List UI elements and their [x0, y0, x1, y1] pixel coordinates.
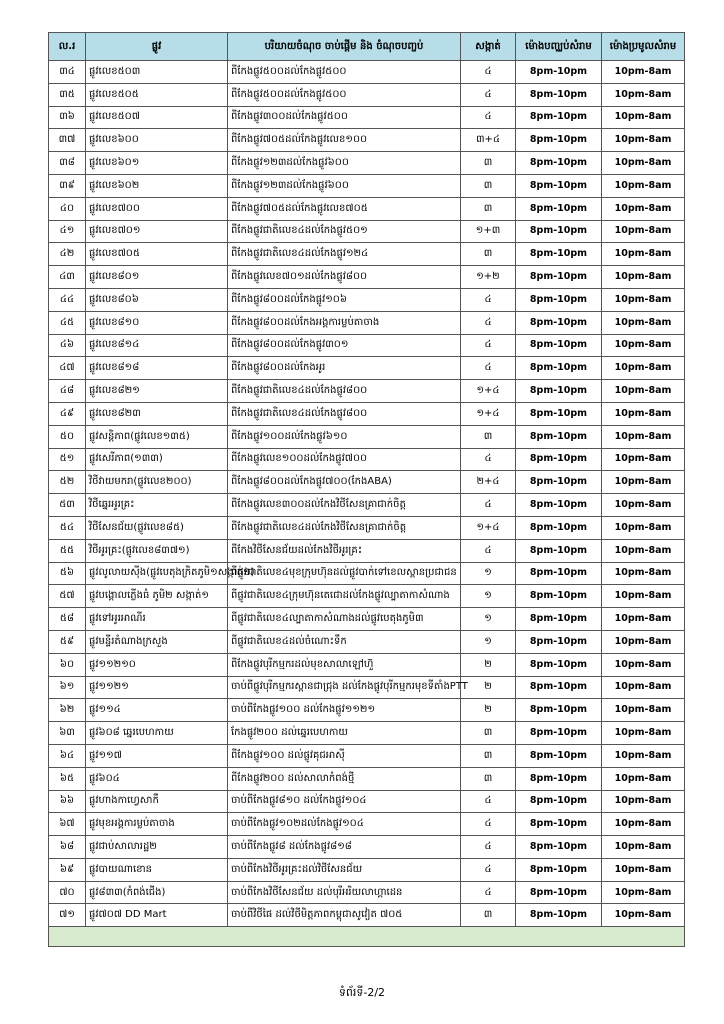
cell-collection-time: 10pm-8am: [602, 243, 685, 266]
cell-route: ផ្លូវលេខ៦០១: [86, 152, 228, 175]
cell-priority: ៣: [461, 744, 516, 767]
cell-route: ផ្លូវលេខ៧០០: [86, 197, 228, 220]
cell-dropoff-time: 8pm-10pm: [516, 813, 602, 836]
cell-route: ផ្លូវជាប់សាលារដ្ឋ២: [86, 836, 228, 859]
cell-priority: ២+៤: [461, 471, 516, 494]
cell-collection-time: 10pm-8am: [602, 425, 685, 448]
table-row: [49, 790, 685, 813]
cell-dropoff-time: 8pm-10pm: [516, 152, 602, 175]
cell-priority: ៤: [461, 539, 516, 562]
cell-route: ផ្លូវសេរីភាព(១៣៣): [86, 448, 228, 471]
cell-no: ៥៥: [49, 539, 86, 562]
cell-route: ផ្លូវលេខ៨២១: [86, 380, 228, 403]
table-row: [49, 744, 685, 767]
cell-description: ចាប់ពីកែងវិថីសែនជ័យ ដល់បុរីអរិយលាហ្គាដេន: [228, 881, 461, 904]
cell-priority: ៣: [461, 152, 516, 175]
cell-dropoff-time: 8pm-10pm: [516, 402, 602, 425]
cell-priority: ៤: [461, 858, 516, 881]
cell-route: ផ្លូវបាយណាខោន: [86, 858, 228, 881]
cell-priority: ៣: [461, 767, 516, 790]
cell-no: ៣៨: [49, 152, 86, 175]
cell-dropoff-time: 8pm-10pm: [516, 836, 602, 859]
cell-route: វិថីឆ្នេរអូរគ្រះ: [86, 494, 228, 517]
cell-no: ៦១: [49, 676, 86, 699]
table-row: [49, 174, 685, 197]
cell-dropoff-time: 8pm-10pm: [516, 106, 602, 129]
cell-description: ពីកែងផ្លូវ២០០ ដល់សាលាកំពង់ថ្មី: [228, 767, 461, 790]
cell-dropoff-time: 8pm-10pm: [516, 790, 602, 813]
cell-collection-time: 10pm-8am: [602, 380, 685, 403]
cell-dropoff-time: 8pm-10pm: [516, 311, 602, 334]
header-route: ផ្លូវ: [86, 33, 228, 61]
cell-dropoff-time: 8pm-10pm: [516, 494, 602, 517]
cell-route: ផ្លូវលេខ៨១៨: [86, 357, 228, 380]
cell-no: ៤០: [49, 197, 86, 220]
table-row: [49, 266, 685, 289]
cell-dropoff-time: 8pm-10pm: [516, 380, 602, 403]
cell-collection-time: 10pm-8am: [602, 471, 685, 494]
page-number: ទំព័រទី-2/2: [338, 986, 386, 999]
cell-collection-time: 10pm-8am: [602, 266, 685, 289]
cell-priority: ២: [461, 653, 516, 676]
cell-description: ពីកែងវិថីសែនជ័យដល់កែងវិថីអូរគ្រះ: [228, 539, 461, 562]
cell-route: ផ្លូវមុខអង្គការម្លប់តាចាង: [86, 813, 228, 836]
cell-description: ចាប់ពីកែងផ្លូវ១០០ ដល់កែងផ្លូវ១១២១: [228, 699, 461, 722]
cell-no: ៤១: [49, 220, 86, 243]
cell-no: ៥៣: [49, 494, 86, 517]
cell-priority: ៤: [461, 357, 516, 380]
table-row: [49, 220, 685, 243]
cell-route: ផ្លូវ៨៣៣(កំពង់ជើង): [86, 881, 228, 904]
cell-dropoff-time: 8pm-10pm: [516, 585, 602, 608]
schedule-table: [48, 32, 685, 947]
cell-collection-time: 10pm-8am: [602, 722, 685, 745]
cell-priority: ១+៤: [461, 516, 516, 539]
cell-collection-time: 10pm-8am: [602, 676, 685, 699]
cell-description: ពីកែងផ្លូវលេខ៧០១ដល់កែងផ្លូវ៨០០: [228, 266, 461, 289]
cell-collection-time: 10pm-8am: [602, 699, 685, 722]
cell-dropoff-time: 8pm-10pm: [516, 699, 602, 722]
cell-no: ៤៩: [49, 402, 86, 425]
cell-route: ផ្លូវលេខ៧០១: [86, 220, 228, 243]
cell-dropoff-time: 8pm-10pm: [516, 858, 602, 881]
cell-description: ចាប់ពីកែងវិថីអូរគ្រះដល់វិថីសែនជ័យ: [228, 858, 461, 881]
cell-route: ផ្លូវលេខ៥០៥: [86, 83, 228, 106]
cell-description: ចាប់ពីកែងផ្លូវ១០២ដល់កែងផ្លូវ១០៤: [228, 813, 461, 836]
cell-no: ៥១: [49, 448, 86, 471]
cell-description: ចាប់ពីកែងផ្លូវ៨ ដល់កែងផ្លូវ៨១៨: [228, 836, 461, 859]
footer-cell: [49, 927, 685, 947]
cell-collection-time: 10pm-8am: [602, 197, 685, 220]
table-footer-row: [49, 927, 685, 947]
cell-priority: ១: [461, 585, 516, 608]
cell-description: ពីកែងផ្លូវជាតិលេខ៤ដល់កែងផ្លូវ៨០០: [228, 402, 461, 425]
cell-dropoff-time: 8pm-10pm: [516, 357, 602, 380]
cell-no: ៣៦: [49, 106, 86, 129]
cell-route: ផ្លូវ១១៧: [86, 744, 228, 767]
cell-description: ពីកែងផ្លូវ៧០៥ដល់កែងផ្លូវលេខ១០០: [228, 129, 461, 152]
cell-route: ផ្លូវលេខ៨០១: [86, 266, 228, 289]
cell-no: ៧០: [49, 881, 86, 904]
cell-collection-time: 10pm-8am: [602, 630, 685, 653]
cell-description: ពីកែងផ្លូវបុរីកម្មករដល់មុខសាលាឡៅហ៊ួ: [228, 653, 461, 676]
cell-route: ផ្លូវហាងកាហ្វេសាកឺ: [86, 790, 228, 813]
table-row: [49, 380, 685, 403]
cell-no: ៤៧: [49, 357, 86, 380]
table-row: [49, 311, 685, 334]
header-dropoff-time: ម៉ោងបញ្ឈប់សំរាម: [516, 33, 602, 61]
cell-dropoff-time: 8pm-10pm: [516, 266, 602, 289]
cell-no: ៤២: [49, 243, 86, 266]
cell-route: ផ្លូវលូលាយស៊ីង(ផ្លូវបេតុងក្រិតភូមិ១សង្កាត់១): [86, 562, 228, 585]
cell-no: ៤៥: [49, 311, 86, 334]
cell-description: ពីកែងផ្លូវ៥០០ដល់កែងផ្លូវ៥០០: [228, 61, 461, 84]
cell-no: ៤៦: [49, 334, 86, 357]
cell-description: ពីកែងផ្លូវ៥០០ដល់កែងផ្លូវ៥០០: [228, 83, 461, 106]
cell-route: ផ្លូវលេខ៥០៧: [86, 106, 228, 129]
cell-priority: ២: [461, 699, 516, 722]
cell-no: ៥៧: [49, 585, 86, 608]
cell-route: ផ្លូវ៦០៨ ឆ្នេរបេហកាយ: [86, 722, 228, 745]
cell-collection-time: 10pm-8am: [602, 494, 685, 517]
cell-description: ពីកែងផ្លូវជាតិលេខ៤ដល់កែងផ្លូវ៥០១: [228, 220, 461, 243]
cell-dropoff-time: 8pm-10pm: [516, 243, 602, 266]
table-row: [49, 425, 685, 448]
cell-route: ផ្លូវលេខ៦០២: [86, 174, 228, 197]
cell-description: ចាប់ពីផ្លូវបុរីកម្មករស្ពានជាជ្រុង ដល់កែងផ្លូវបុរីកម្មករមុខទីតាំងPTT: [228, 676, 461, 699]
cell-route: ផ្លូវលេខ៧០៥: [86, 243, 228, 266]
cell-description: ពីកែងផ្លូវ៨០០ដល់កែងផ្លូវ៣០១: [228, 334, 461, 357]
cell-collection-time: 10pm-8am: [602, 83, 685, 106]
table-row: [49, 653, 685, 676]
cell-description: ពីកែងផ្លូវជាតិលេខ៤ដល់កែងវិថីសែនគ្រាជាក់ចិត្ត: [228, 516, 461, 539]
cell-no: ៦៦: [49, 790, 86, 813]
cell-priority: ៤: [461, 288, 516, 311]
cell-route: វិថីអូរគ្រះ(ផ្លូវលេខ៨៣៧១): [86, 539, 228, 562]
cell-priority: ៣: [461, 197, 516, 220]
cell-priority: ៤: [461, 311, 516, 334]
cell-priority: ៤: [461, 790, 516, 813]
cell-dropoff-time: 8pm-10pm: [516, 174, 602, 197]
cell-description: ពីកែងផ្លូវជាតិលេខ៤ដល់កែងផ្លូវ៨០០: [228, 380, 461, 403]
cell-route: ផ្លូវលេខ៦០០: [86, 129, 228, 152]
table-row: [49, 152, 685, 175]
cell-collection-time: 10pm-8am: [602, 539, 685, 562]
cell-no: ៥៤: [49, 516, 86, 539]
cell-route: ផ្លូវ៧០៧ DD Mart: [86, 904, 228, 927]
header-priority: សង្កាត់: [461, 33, 516, 61]
table-row: [49, 106, 685, 129]
cell-collection-time: 10pm-8am: [602, 174, 685, 197]
cell-no: ៦៨: [49, 836, 86, 859]
cell-priority: ១: [461, 562, 516, 585]
cell-route: ផ្លូវលេខ៨១០: [86, 311, 228, 334]
cell-dropoff-time: 8pm-10pm: [516, 220, 602, 243]
cell-no: ៣៩: [49, 174, 86, 197]
cell-no: ៦៤: [49, 744, 86, 767]
cell-dropoff-time: 8pm-10pm: [516, 881, 602, 904]
table-row: [49, 858, 685, 881]
cell-description: ចាប់ពីវិថីផៃ ដល់វិថីមិត្តភាពកម្ពុជាសូវៀត ៧០៥: [228, 904, 461, 927]
table-body: [49, 61, 685, 927]
cell-description: ពីកែងផ្លូវ១០០ដល់កែងផ្លូវ៦១០: [228, 425, 461, 448]
table-row: [49, 129, 685, 152]
table-row: [49, 83, 685, 106]
cell-route: ផ្លូវ១១២១០: [86, 653, 228, 676]
cell-description: ពីកែងផ្លូវជាតិលេខ៤ដល់កែងផ្លូវ១២៤: [228, 243, 461, 266]
cell-collection-time: 10pm-8am: [602, 836, 685, 859]
cell-collection-time: 10pm-8am: [602, 129, 685, 152]
cell-description: ពីកែងផ្លូវ១២៣ដល់កែងផ្លូវ៦០០: [228, 174, 461, 197]
cell-collection-time: 10pm-8am: [602, 562, 685, 585]
cell-description: ពីកែងផ្លូវ៧០៥ដល់កែងផ្លូវលេខ៧០៥: [228, 197, 461, 220]
cell-route: វិថីសែនជ័យ(ផ្លូវលេខ៨៥): [86, 516, 228, 539]
cell-route: ផ្លូវទៅអូរអាណីរ: [86, 608, 228, 631]
cell-priority: ៤: [461, 334, 516, 357]
cell-description: ពីផ្លូវជាតិលេខ៤មុខក្រុមហ៊ុនដល់ផ្លូវបាក់ទៅខេលស្ពានប្រជាជន: [228, 562, 461, 585]
header-description: បរិយាយចំណុច ចាប់ផ្តើម និង ចំណុចបញ្ចប់: [228, 33, 461, 61]
cell-collection-time: 10pm-8am: [602, 402, 685, 425]
cell-no: ៧១: [49, 904, 86, 927]
cell-priority: ១+៤: [461, 402, 516, 425]
cell-priority: ៣: [461, 243, 516, 266]
cell-route: ផ្លូវមន្ទីរតំណាងក្រសួង: [86, 630, 228, 653]
cell-collection-time: 10pm-8am: [602, 516, 685, 539]
table-header-row: [49, 33, 685, 61]
cell-description: ពីកែងផ្លូវ៨០០ដល់កែងផ្លូវ៧០០(កែងABA): [228, 471, 461, 494]
table-row: [49, 562, 685, 585]
cell-no: ៦២: [49, 699, 86, 722]
table-row: [49, 243, 685, 266]
table-row: [49, 836, 685, 859]
cell-collection-time: 10pm-8am: [602, 311, 685, 334]
cell-dropoff-time: 8pm-10pm: [516, 129, 602, 152]
cell-dropoff-time: 8pm-10pm: [516, 448, 602, 471]
table-row: [49, 539, 685, 562]
cell-collection-time: 10pm-8am: [602, 767, 685, 790]
cell-priority: ៣: [461, 174, 516, 197]
cell-collection-time: 10pm-8am: [602, 608, 685, 631]
table-row: [49, 722, 685, 745]
table-row: [49, 402, 685, 425]
cell-collection-time: 10pm-8am: [602, 448, 685, 471]
cell-route: វិថីវាយមករា(ផ្លូវលេខ២០០): [86, 471, 228, 494]
cell-description: ពីកែងផ្លូវលេខ៣០០ដល់កែងវិថីសែនគ្រាជាក់ចិត្ត: [228, 494, 461, 517]
cell-priority: ១+៣: [461, 220, 516, 243]
table-row: [49, 494, 685, 517]
table-row: [49, 357, 685, 380]
table-row: [49, 448, 685, 471]
cell-priority: ៤: [461, 881, 516, 904]
table-row: [49, 630, 685, 653]
cell-collection-time: 10pm-8am: [602, 790, 685, 813]
cell-no: ៥២: [49, 471, 86, 494]
cell-priority: ៣+៤: [461, 129, 516, 152]
table-row: [49, 471, 685, 494]
cell-description: ចាប់ពីកែងផ្លូវ៨១០ ដល់កែងផ្លូវ១០៤: [228, 790, 461, 813]
cell-route: ផ្លូវ៦០៤: [86, 767, 228, 790]
cell-route: ផ្លូវ១១២១: [86, 676, 228, 699]
cell-description: ពីផ្លូវជាតិលេខ៤ដល់ចំណោះទឹក: [228, 630, 461, 653]
cell-dropoff-time: 8pm-10pm: [516, 334, 602, 357]
cell-no: ៦៧: [49, 813, 86, 836]
cell-description: ពីកែងផ្លូវ១០០ ដល់ផ្លូវគុជអាស៊ី: [228, 744, 461, 767]
cell-route: ផ្លូវលេខ៨១៤: [86, 334, 228, 357]
header-no: ល.រ: [49, 33, 86, 61]
table-row: [49, 676, 685, 699]
schedule-sheet: [48, 32, 684, 947]
cell-priority: ៣: [461, 904, 516, 927]
cell-dropoff-time: 8pm-10pm: [516, 653, 602, 676]
cell-dropoff-time: 8pm-10pm: [516, 744, 602, 767]
cell-no: ៥៩: [49, 630, 86, 653]
cell-description: ពីកែងផ្លូវលេខ១០០ដល់កែងផ្លូវ៧០០: [228, 448, 461, 471]
cell-priority: ៤: [461, 494, 516, 517]
cell-collection-time: 10pm-8am: [602, 357, 685, 380]
cell-dropoff-time: 8pm-10pm: [516, 904, 602, 927]
table-row: [49, 197, 685, 220]
cell-priority: ១+៤: [461, 380, 516, 403]
table-row: [49, 904, 685, 927]
cell-no: ៦០: [49, 653, 86, 676]
cell-description: ពីកែងផ្លូវ១២៣ដល់កែងផ្លូវ៦០០: [228, 152, 461, 175]
cell-no: ៥៨: [49, 608, 86, 631]
table-row: [49, 767, 685, 790]
cell-description: ពីកែងផ្លូវ៣០០ដល់កែងផ្លូវ៥០០: [228, 106, 461, 129]
cell-description: ពីផ្លូវជាតិលេខ៤ក្រុមហ៊ុនតេជោដល់កែងផ្លូវល្បាតាកាសំណាង: [228, 585, 461, 608]
cell-no: ៤៤: [49, 288, 86, 311]
cell-description: កែងផ្លូវ២០០ ដល់ឆ្នេរបេហកាយ: [228, 722, 461, 745]
cell-collection-time: 10pm-8am: [602, 881, 685, 904]
cell-dropoff-time: 8pm-10pm: [516, 562, 602, 585]
cell-priority: ៤: [461, 836, 516, 859]
cell-dropoff-time: 8pm-10pm: [516, 676, 602, 699]
cell-priority: ៣: [461, 722, 516, 745]
cell-priority: ១+២: [461, 266, 516, 289]
cell-no: ៦៣: [49, 722, 86, 745]
cell-dropoff-time: 8pm-10pm: [516, 516, 602, 539]
cell-collection-time: 10pm-8am: [602, 904, 685, 927]
cell-route: ផ្លូវបង្គោលភ្លើងធំ ភូមិ២ សង្កាត់១: [86, 585, 228, 608]
cell-collection-time: 10pm-8am: [602, 858, 685, 881]
cell-dropoff-time: 8pm-10pm: [516, 425, 602, 448]
table-row: [49, 699, 685, 722]
cell-priority: ១: [461, 608, 516, 631]
cell-collection-time: 10pm-8am: [602, 334, 685, 357]
cell-collection-time: 10pm-8am: [602, 220, 685, 243]
table-row: [49, 516, 685, 539]
cell-no: ៣៥: [49, 83, 86, 106]
table-row: [49, 61, 685, 84]
header-collection-time: ម៉ោងប្រមូលសំរាម: [602, 33, 685, 61]
cell-priority: ៣: [461, 425, 516, 448]
cell-dropoff-time: 8pm-10pm: [516, 630, 602, 653]
cell-dropoff-time: 8pm-10pm: [516, 767, 602, 790]
cell-dropoff-time: 8pm-10pm: [516, 608, 602, 631]
cell-collection-time: 10pm-8am: [602, 653, 685, 676]
cell-no: ៤៨: [49, 380, 86, 403]
cell-route: ផ្លូវលេខ៨២៣: [86, 402, 228, 425]
cell-description: ពីកែងផ្លូវ៨០០ដល់កែងផ្លូវ១០៦: [228, 288, 461, 311]
cell-no: ៥០: [49, 425, 86, 448]
table-row: [49, 881, 685, 904]
cell-description: ពីកែងផ្លូវ៨០០ដល់កែងអង្គការម្លប់តាចាង: [228, 311, 461, 334]
cell-dropoff-time: 8pm-10pm: [516, 539, 602, 562]
cell-route: ផ្លូវ១១៤: [86, 699, 228, 722]
cell-collection-time: 10pm-8am: [602, 152, 685, 175]
cell-route: ផ្លូវលេខ៨០៦: [86, 288, 228, 311]
cell-no: ៦៩: [49, 858, 86, 881]
cell-priority: ២: [461, 676, 516, 699]
cell-no: ៥៦: [49, 562, 86, 585]
cell-dropoff-time: 8pm-10pm: [516, 197, 602, 220]
cell-dropoff-time: 8pm-10pm: [516, 288, 602, 311]
cell-priority: ១: [461, 630, 516, 653]
cell-route: ផ្លូវលេខ៥០៣: [86, 61, 228, 84]
table-row: [49, 585, 685, 608]
cell-route: ផ្លូវសន្តិភាព(ផ្លូវលេខ១៣៥): [86, 425, 228, 448]
cell-priority: ៤: [461, 813, 516, 836]
cell-collection-time: 10pm-8am: [602, 106, 685, 129]
cell-priority: ៤: [461, 83, 516, 106]
cell-description: ពីកែងផ្លូវ៨០០ដល់កែងអូរ: [228, 357, 461, 380]
cell-priority: ៤: [461, 61, 516, 84]
table-row: [49, 334, 685, 357]
table-row: [49, 288, 685, 311]
cell-no: ៤៣: [49, 266, 86, 289]
cell-no: ៣៧: [49, 129, 86, 152]
cell-dropoff-time: 8pm-10pm: [516, 61, 602, 84]
cell-no: ៣៤: [49, 61, 86, 84]
cell-dropoff-time: 8pm-10pm: [516, 83, 602, 106]
cell-priority: ៤: [461, 448, 516, 471]
cell-dropoff-time: 8pm-10pm: [516, 471, 602, 494]
cell-description: ពីផ្លូវជាតិលេខ៤ល្បាតាកាសំណាងដល់ផ្លូវបេតុងភូមិ៣: [228, 608, 461, 631]
cell-no: ៦៥: [49, 767, 86, 790]
table-row: [49, 608, 685, 631]
cell-collection-time: 10pm-8am: [602, 288, 685, 311]
cell-collection-time: 10pm-8am: [602, 813, 685, 836]
cell-collection-time: 10pm-8am: [602, 585, 685, 608]
cell-dropoff-time: 8pm-10pm: [516, 722, 602, 745]
cell-collection-time: 10pm-8am: [602, 744, 685, 767]
cell-priority: ៤: [461, 106, 516, 129]
cell-collection-time: 10pm-8am: [602, 61, 685, 84]
table-row: [49, 813, 685, 836]
